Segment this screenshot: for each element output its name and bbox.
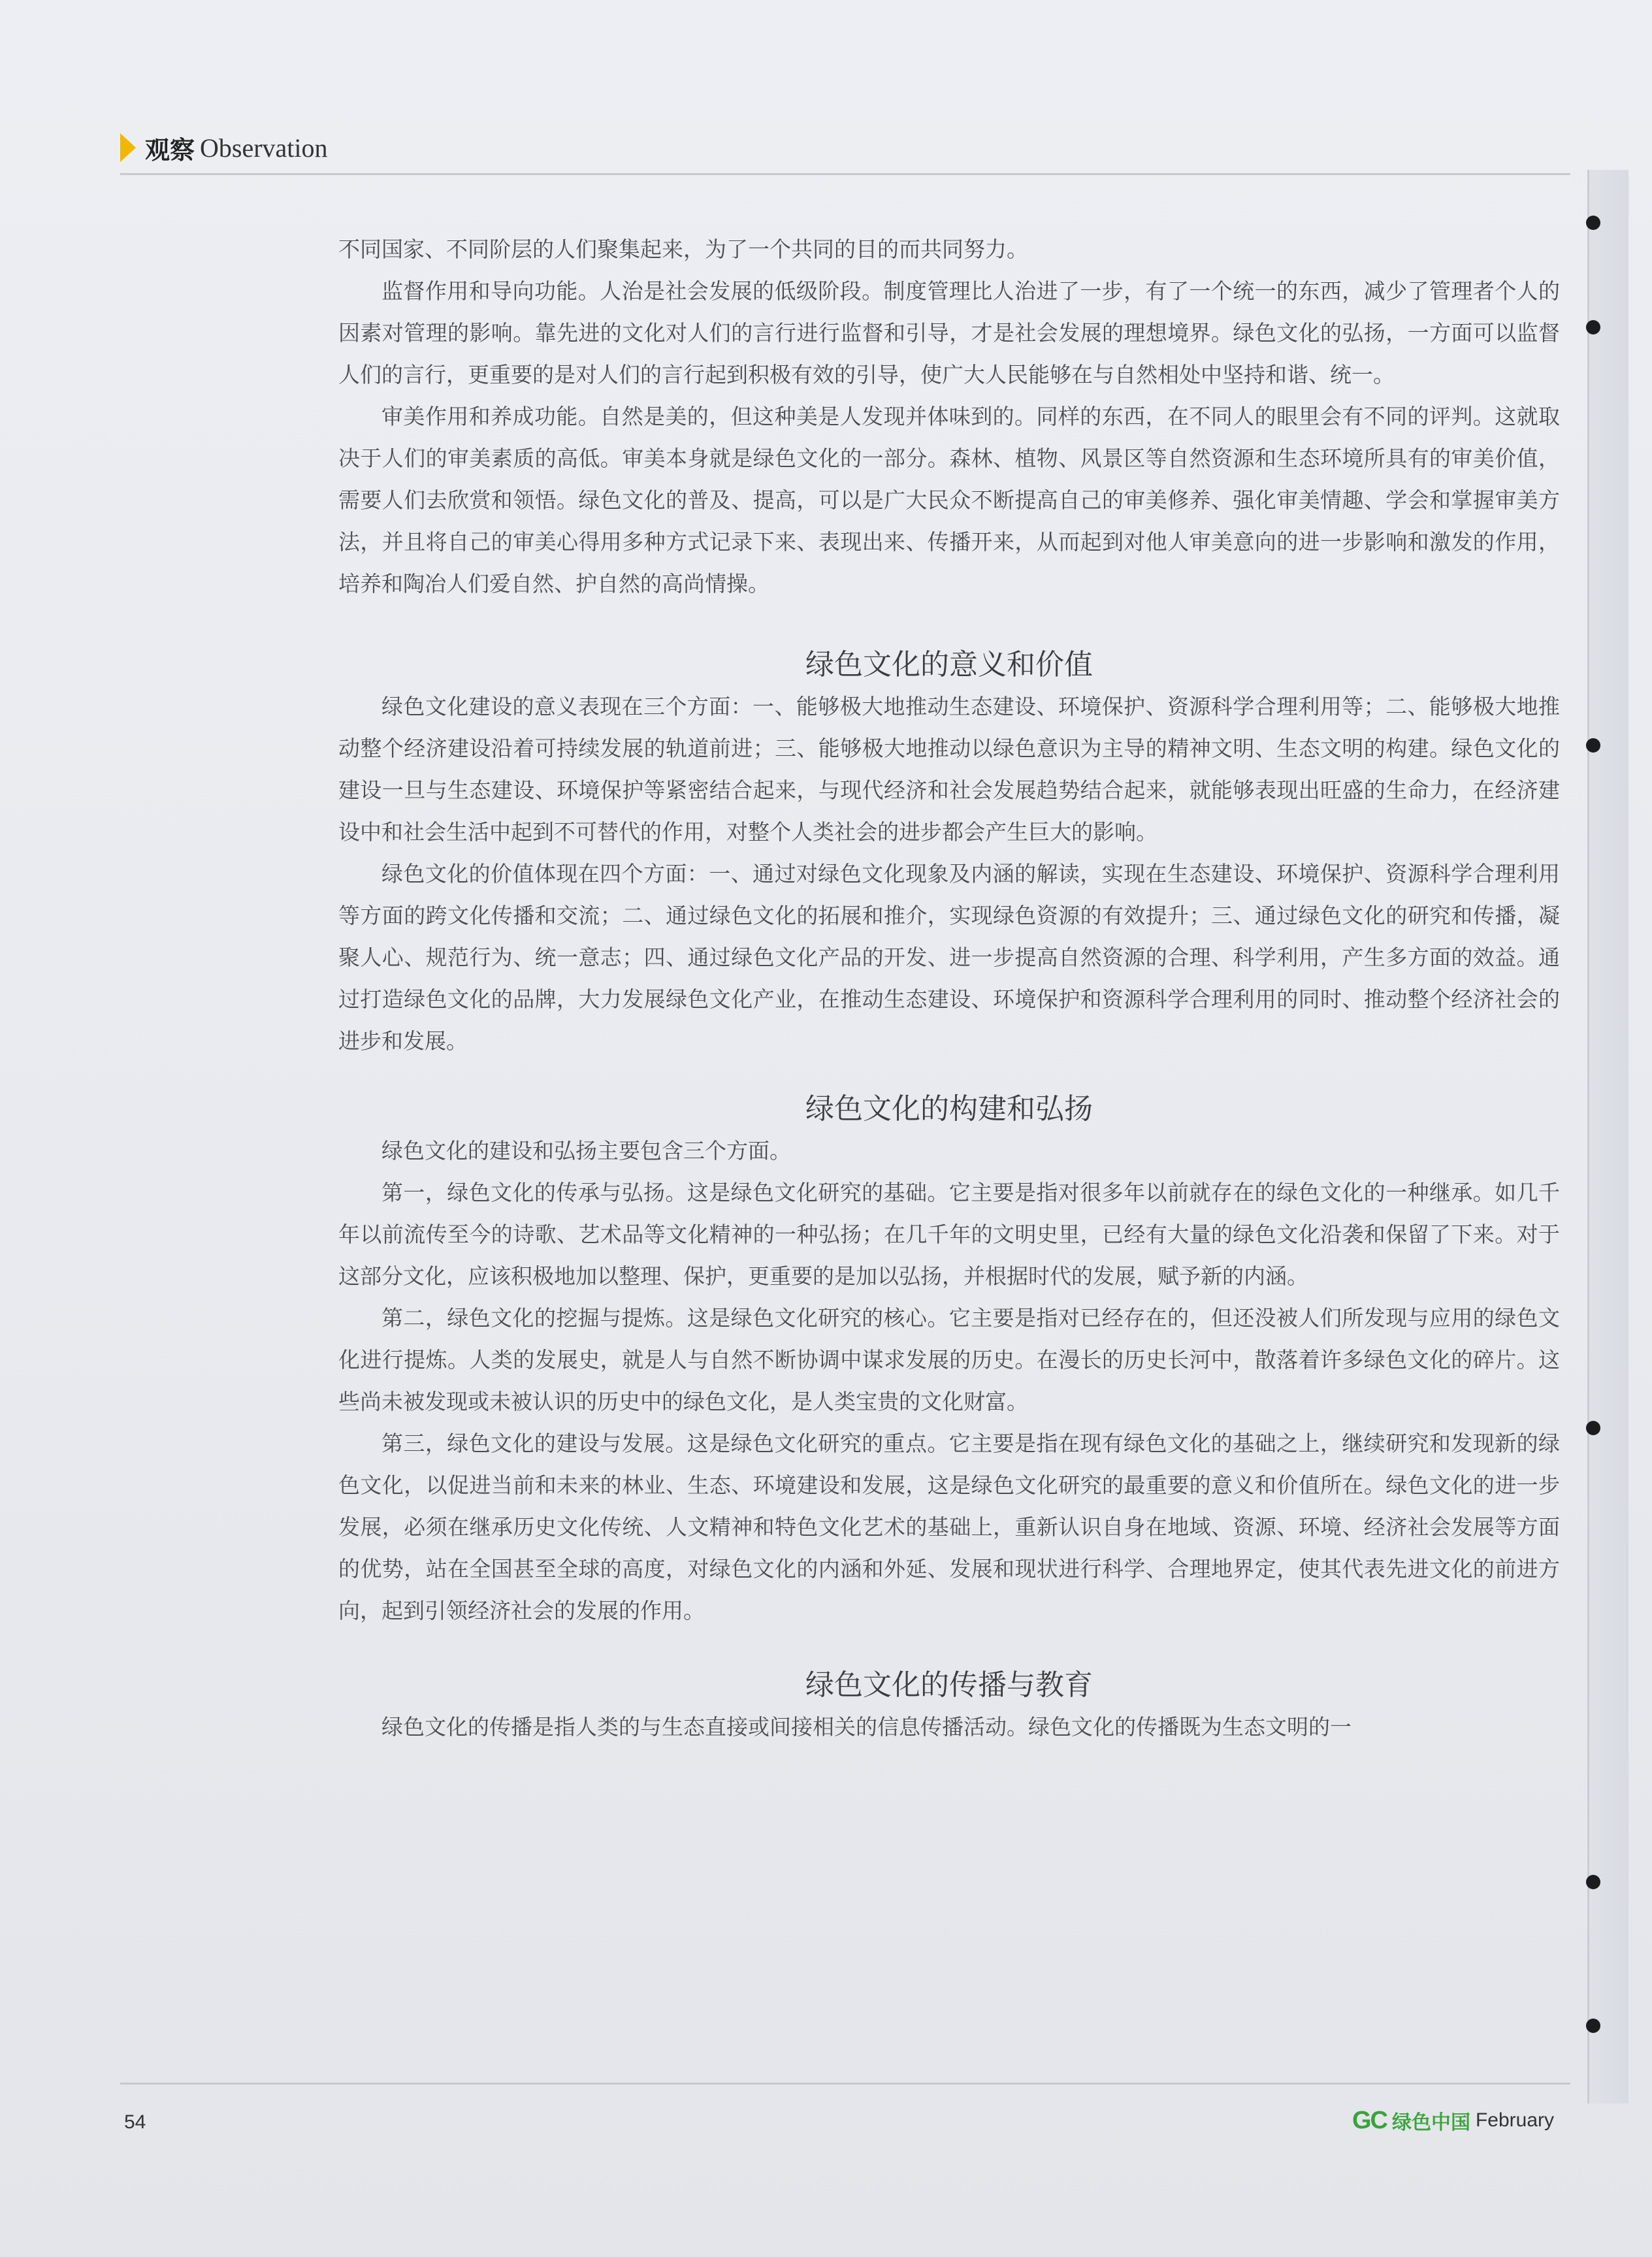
brand-name: 绿色中国 bbox=[1391, 2111, 1470, 2134]
section-header bbox=[120, 128, 328, 167]
page-number: 54 bbox=[124, 2111, 146, 2133]
brand-logo: GC bbox=[1352, 2106, 1387, 2134]
section-title-en: Observation bbox=[200, 133, 328, 163]
binder-hole bbox=[1586, 320, 1600, 334]
paragraph: 第三，绿色文化的建设与发展。这是绿色文化研究的重点。它主要是指在现有绿色文化的基础之上，继续研究和发现新的绿色文化，以促进当前和未来的林业、生态、环境建设和发展，这是绿色文化研究的最重要的意义和价值所在。绿色文化的进一步发展，必须在继承历史文化传统、人文精神和特色文化艺术的基础上，重新认识自身在地域、资源、环境、经济社会发展等方面的优势，站在全国甚至全球的高度，对绿色文化的内涵和外延、发展和现状进行科学、合理地界定，使其代表先进文化的前进方向，起到引领经济社会的发展的作用。 bbox=[338, 1431, 1560, 1623]
footer-divider bbox=[120, 2083, 1570, 2085]
footer-brand bbox=[1352, 2106, 1554, 2135]
binder-edge bbox=[1587, 170, 1628, 2103]
paragraph: 第二，绿色文化的挖掘与提炼。这是绿色文化研究的核心。它主要是指对已经存在的，但还没被人们所发现与应用的绿色文化进行提炼。人类的发展史，就是人与自然不断协调中谋求发展的历史。在漫长的历史长河中，散落着许多绿色文化的碎片。这些尚未被发现或未被认识的历史中的绿色文化，是人类宝贵的文化财富。 bbox=[338, 1305, 1560, 1414]
article-body bbox=[338, 229, 1560, 1748]
binder-hole bbox=[1586, 738, 1600, 753]
paragraph: 绿色文化的价值体现在四个方面：一、通过对绿色文化现象及内涵的解读，实现在生态建设、环境保护、资源科学合理利用等方面的跨文化传播和交流；二、通过绿色文化的拓展和推介，实现绿色资源的有效提升；三、通过绿色文化的研究和传播，凝聚人心、规范行为、统一意志；四、通过绿色文化产品的开发、进一步提高自然资源的合理、科学利用，产生多方面的效益。通过打造绿色文化的品牌，大力发展绿色文化产业，在推动生态建设、环境保护和资源科学合理利用的同时、推动整个经济社会的进步和发展。 bbox=[338, 861, 1560, 1054]
section-title-cn: 观察 bbox=[145, 135, 195, 165]
binder-hole bbox=[1586, 216, 1600, 230]
paragraph: 监督作用和导向功能。人治是社会发展的低级阶段。制度管理比人治进了一步，有了一个统一的东西，减少了管理者个人的因素对管理的影响。靠先进的文化对人们的言行进行监督和引导，才是社会发展的理想境界。绿色文化的弘扬，一方面可以监督人们的言行，更重要的是对人们的言行起到积极有效的引导，使广大人民能够在与自然相处中坚持和谐、统一。 bbox=[338, 278, 1560, 387]
binder-hole bbox=[1586, 2019, 1600, 2033]
paragraph: 绿色文化的传播是指人类的与生态直接或间接相关的信息传播活动。绿色文化的传播既为生态文明的一 bbox=[381, 1714, 1352, 1740]
section-heading: 绿色文化的构建和弘扬 bbox=[805, 1092, 1093, 1126]
triangle-marker-icon bbox=[120, 133, 136, 162]
section-heading: 绿色文化的传播与教育 bbox=[805, 1668, 1093, 1702]
section-heading: 绿色文化的意义和价值 bbox=[805, 648, 1093, 681]
paragraph: 绿色文化的建设和弘扬主要包含三个方面。 bbox=[381, 1138, 791, 1163]
paragraph: 审美作用和养成功能。自然是美的，但这种美是人发现并体味到的。同样的东西，在不同人的眼里会有不同的评判。这就取决于人们的审美素质的高低。审美本身就是绿色文化的一部分。森林、植物、风景区等自然资源和生态环境所具有的审美价值，需要人们去欣赏和领悟。绿色文化的普及、提高，可以是广大民众不断提高自己的审美修养、强化审美情趣、学会和掌握审美方法，并且将自己的审美心得用多种方式记录下来、表现出来、传播开来，从而起到对他人审美意向的进一步影响和激发的作用，培养和陶冶人们爱自然、护自然的高尚情操。 bbox=[338, 404, 1560, 596]
paragraph: 不同国家、不同阶层的人们聚集起来，为了一个共同的目的而共同努力。 bbox=[338, 236, 1028, 262]
issue-month: February bbox=[1475, 2109, 1554, 2131]
binder-hole bbox=[1586, 1875, 1600, 1889]
paragraph: 第一，绿色文化的传承与弘扬。这是绿色文化研究的基础。它主要是指对很多年以前就存在的绿色文化的一种继承。如几千年以前流传至今的诗歌、艺术品等文化精神的一种弘扬；在几千年的文明史里，已经有大量的绿色文化沿袭和保留了下来。对于这部分文化，应该积极地加以整理、保护，更重要的是加以弘扬，并根据时代的发展，赋予新的内涵。 bbox=[338, 1180, 1560, 1289]
binder-hole bbox=[1586, 1421, 1600, 1435]
header-divider bbox=[120, 173, 1570, 175]
paragraph: 绿色文化建设的意义表现在三个方面：一、能够极大地推动生态建设、环境保护、资源科学合理利用等；二、能够极大地推动整个经济建设沿着可持续发展的轨道前进；三、能够极大地推动以绿色意识为主导的精神文明、生态文明的构建。绿色文化的建设一旦与生态建设、环境保护等紧密结合起来，与现代经济和社会发展趋势结合起来，就能够表现出旺盛的生命力，在经济建设中和社会生活中起到不可替代的作用，对整个人类社会的进步都会产生巨大的影响。 bbox=[338, 694, 1560, 845]
